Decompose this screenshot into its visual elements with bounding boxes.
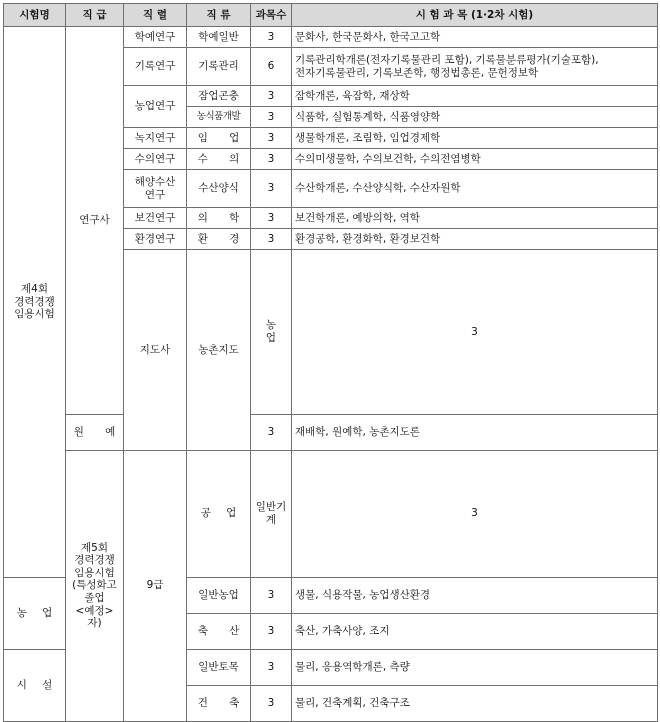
grade-researcher: 연구사: [66, 27, 124, 415]
table-row: [4, 27, 658, 48]
kind-cell: 기록관리: [187, 48, 251, 86]
kind-cell: 의 학: [187, 208, 251, 229]
count-cell: 3: [292, 450, 658, 577]
kind-cell: 일반토목: [187, 649, 251, 685]
count-cell: 3: [251, 149, 292, 170]
series-cell: 기록연구: [124, 48, 187, 86]
series-cell: 해양수산 연구: [124, 170, 187, 208]
header-grade: 직 급: [66, 4, 124, 27]
kind-cell: 수산양식: [187, 170, 251, 208]
exam4-name: 제4회 경력경쟁 임용시험: [4, 27, 66, 578]
count-cell: 3: [251, 170, 292, 208]
series-cell: 학예연구: [124, 27, 187, 48]
subjects-cell: 재배학, 원예학, 농촌지도론: [292, 414, 658, 450]
series-cell: 농촌지도: [187, 250, 251, 451]
header-count: 과목수: [251, 4, 292, 27]
count-cell: 3: [251, 577, 292, 613]
series-cell: 녹지연구: [124, 128, 187, 149]
count-cell: 3: [251, 107, 292, 128]
subjects-cell: 물리, 건축계획, 건축구조: [292, 685, 658, 721]
subjects-cell: 수산학개론, 수산양식학, 수산자원학: [292, 170, 658, 208]
kind-cell: 임 업: [187, 128, 251, 149]
grade-9: 9급: [124, 450, 187, 721]
kind-cell: 원 예: [66, 414, 124, 450]
table-row: [4, 450, 658, 577]
table-row: [4, 414, 658, 450]
kind-cell: 학예일반: [187, 27, 251, 48]
subjects-cell: 잠학개론, 육잠학, 재상학: [292, 86, 658, 107]
count-cell: 6: [251, 48, 292, 86]
exam5-name: 제5회 경력경쟁 임용시험 (특성화고 졸업 <예정>자): [66, 450, 124, 721]
kind-cell: 건 축: [187, 685, 251, 721]
count-cell: 3: [251, 208, 292, 229]
header-exam: 시험명: [4, 4, 66, 27]
subjects-cell: 생물학개론, 조림학, 임업경제학: [292, 128, 658, 149]
subjects-cell: 수의미생물학, 수의보건학, 수의전염병학: [292, 149, 658, 170]
kind-cell: 일반기계: [251, 450, 292, 577]
count-cell: 3: [251, 229, 292, 250]
count-cell: 3: [251, 86, 292, 107]
count-cell: 3: [251, 685, 292, 721]
header-subjects: 시 험 과 목 (1·2차 시험): [292, 4, 658, 27]
series-cell: 환경연구: [124, 229, 187, 250]
count-cell: 3: [292, 250, 658, 415]
kind-cell: 환 경: [187, 229, 251, 250]
series-cell: 수의연구: [124, 149, 187, 170]
kind-cell: 잠업곤충: [187, 86, 251, 107]
count-cell: 3: [251, 613, 292, 649]
kind-cell: 축 산: [187, 613, 251, 649]
kind-cell: 수 의: [187, 149, 251, 170]
subjects-cell: 기록관리학개론(전자기록물관리 포함), 기록물분류평가(기술포함), 전자기록물관리, 기록보존학, 행정법총론, 문헌정보학: [292, 48, 658, 86]
kind-cell: 농 업: [251, 250, 292, 415]
header-kind: 직 류: [187, 4, 251, 27]
exam-subjects-table: [3, 3, 658, 722]
kind-cell: 농식품개발: [187, 107, 251, 128]
subjects-cell: 생물, 식용작물, 농업생산환경: [292, 577, 658, 613]
subjects-cell: 식품학, 실험통계학, 식품영양학: [292, 107, 658, 128]
series-cell: 공 업: [187, 450, 251, 577]
count-cell: 3: [251, 128, 292, 149]
subjects-cell: 축산, 가축사양, 조지: [292, 613, 658, 649]
count-cell: 3: [251, 27, 292, 48]
series-cell: 보건연구: [124, 208, 187, 229]
count-cell: 3: [251, 414, 292, 450]
count-cell: 3: [251, 649, 292, 685]
series-cell: 시 설: [4, 649, 66, 721]
subjects-cell: 보건학개론, 예방의학, 역학: [292, 208, 658, 229]
header-series: 직 렬: [124, 4, 187, 27]
subjects-cell: 문화사, 한국문화사, 한국고고학: [292, 27, 658, 48]
subjects-cell: 환경공학, 환경화학, 환경보건학: [292, 229, 658, 250]
grade-advisor: 지도사: [124, 250, 187, 451]
kind-cell: 일반농업: [187, 577, 251, 613]
subjects-cell: 물리, 응용역학개론, 측량: [292, 649, 658, 685]
header-row: [4, 4, 658, 27]
series-cell: 농업연구: [124, 86, 187, 128]
series-cell: 농 업: [4, 577, 66, 649]
